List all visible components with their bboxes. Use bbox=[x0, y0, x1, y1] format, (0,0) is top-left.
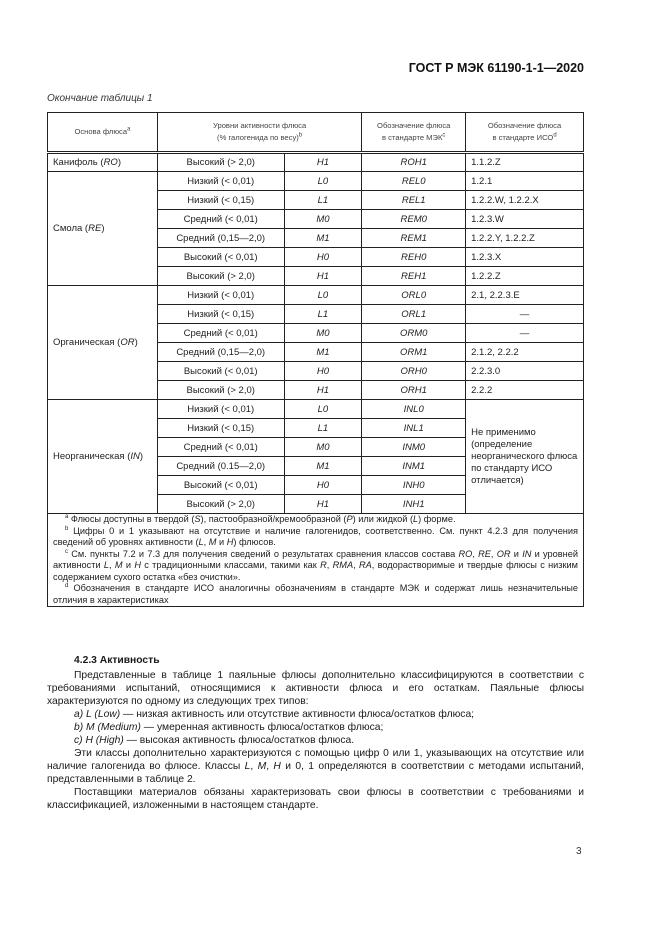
column-header-base: Основа флюса$^a$ bbox=[48, 113, 158, 153]
footnote-ref: c bbox=[442, 132, 446, 139]
iso-designation-cell: 1.1.2.Z bbox=[466, 153, 584, 172]
activity-level-cell: Низкий (< 0,15) bbox=[157, 419, 284, 438]
activity-code-cell: H0 bbox=[284, 248, 362, 267]
activity-code-cell: M1 bbox=[284, 457, 362, 476]
iso-designation-cell: 1.2.2.W, 1.2.2.X bbox=[466, 191, 584, 210]
list-item: c) H (High) — высокая активность флюса/остатков флюса. bbox=[74, 735, 355, 746]
iec-designation-cell: REL1 bbox=[362, 191, 466, 210]
footnote-ref: d bbox=[553, 132, 557, 139]
iec-designation-cell: REH0 bbox=[362, 248, 466, 267]
iso-designation-cell: 1.2.3.W bbox=[466, 210, 584, 229]
iec-designation-cell: INH0 bbox=[362, 476, 466, 495]
iec-designation-cell: INM0 bbox=[362, 438, 466, 457]
iec-designation-cell: ORH0 bbox=[362, 362, 466, 381]
footnote-b: $^b$ Цифры 0 и 1 указывают на отсутствие и наличие галогенидов, соответственно. См. пункт 4.2.3 для получения сведений об уровнях активности (L, M и H) флюсов. bbox=[53, 525, 578, 547]
iso-designation-cell: Не применимо (определение неорганического флюса по стандарту ИСО отличается) bbox=[466, 400, 584, 514]
footnote-a: $^a$ Флюсы доступны в твердой (S), пастообразной/кремообразной (P) или жидкой (L) форме. bbox=[65, 513, 456, 524]
activity-level-cell: Средний (0,15—2,0) bbox=[157, 343, 284, 362]
iso-designation-cell: 1.2.2.Y, 1.2.2.Z bbox=[466, 229, 584, 248]
iec-designation-cell: REH1 bbox=[362, 267, 466, 286]
paragraph: Эти классы дополнительно характеризуются с помощью цифр 0 или 1, указывающих на отсутствие или наличие галогенида во флюсе. Классы L, M, H и 0, 1 определяются в соответствии с методами испытаний, представленными в таблице 2. bbox=[47, 748, 584, 785]
iec-designation-cell: ORH1 bbox=[362, 381, 466, 400]
activity-level-cell: Низкий (< 0,15) bbox=[157, 305, 284, 324]
section-4-2-3 bbox=[47, 654, 584, 812]
activity-level-cell: Высокий (< 0,01) bbox=[157, 248, 284, 267]
footnote-ref: b bbox=[298, 132, 303, 139]
flux-base-cell: Неорганическая (IN) bbox=[48, 400, 158, 514]
activity-level-cell: Низкий (< 0,15) bbox=[157, 191, 284, 210]
activity-level-cell: Средний (0,15—2,0) bbox=[157, 229, 284, 248]
column-header-iec: Обозначение флюса в стандарте МЭК$^c$ bbox=[362, 113, 466, 153]
paragraph: Поставщики материалов обязаны характеризовать свои флюсы в соответствии с требованиями и классификацией, изложенными в настоящем стандарте. bbox=[47, 787, 584, 811]
flux-classification-table bbox=[47, 112, 584, 607]
iec-designation-cell: ORM1 bbox=[362, 343, 466, 362]
iso-designation-cell: — bbox=[466, 324, 584, 343]
paragraph: Представленные в таблице 1 паяльные флюсы дополнительно классифицируются в соответствии с требованиями испытаний, относящимися к активности флюса и его остаткам. Паяльные флюсы характеризуются по одному из следующих трех типов: bbox=[47, 670, 584, 707]
activity-code-cell: L0 bbox=[284, 172, 362, 191]
iec-designation-cell: ROH1 bbox=[362, 153, 466, 172]
iec-designation-cell: ORL0 bbox=[362, 286, 466, 305]
activity-level-cell: Высокий (< 0,01) bbox=[157, 476, 284, 495]
iso-designation-cell: 1.2.3.X bbox=[466, 248, 584, 267]
iso-designation-cell: 1.2.1 bbox=[466, 172, 584, 191]
activity-code-cell: M0 bbox=[284, 438, 362, 457]
iso-designation-cell: 2.2.2 bbox=[466, 381, 584, 400]
table-header-row bbox=[48, 113, 584, 153]
flux-base-cell: Смола (RE) bbox=[48, 172, 158, 286]
section-heading: 4.2.3 Активность bbox=[74, 655, 160, 666]
activity-code-cell: H1 bbox=[284, 267, 362, 286]
iec-designation-cell: REL0 bbox=[362, 172, 466, 191]
activity-code-cell: M1 bbox=[284, 343, 362, 362]
list-item: a) L (Low) — низкая активность или отсутствие активности флюса/остатков флюса; bbox=[74, 709, 475, 720]
footnote-c: $^c$ См. пункты 7.2 и 7.3 для получения сведений о результатах сравнения классов состава RO, RE, OR и IN и уровней активности L, M и H с традиционными классами, такими как R, RMA, RA, водорастворимые и твердые флюсы с низким содержанием сухого остатка «без очистки». bbox=[53, 548, 578, 582]
activity-level-cell: Средний (< 0,01) bbox=[157, 438, 284, 457]
activity-level-cell: Средний (< 0,01) bbox=[157, 210, 284, 229]
iec-designation-cell: REM1 bbox=[362, 229, 466, 248]
iso-designation-cell: 2.2.3.0 bbox=[466, 362, 584, 381]
flux-base-cell: Канифоль (RO) bbox=[48, 153, 158, 172]
activity-code-cell: H1 bbox=[284, 153, 362, 172]
document-id-header: ГОСТ Р МЭК 61190-1-1—2020 bbox=[408, 61, 584, 75]
activity-level-cell: Высокий (> 2,0) bbox=[157, 495, 284, 514]
activity-code-cell: M1 bbox=[284, 229, 362, 248]
activity-level-cell: Низкий (< 0,01) bbox=[157, 172, 284, 191]
footnotes-row bbox=[48, 514, 584, 607]
iec-designation-cell: ORL1 bbox=[362, 305, 466, 324]
table-footnotes bbox=[48, 514, 584, 607]
iec-designation-cell: INL1 bbox=[362, 419, 466, 438]
iec-designation-cell: INM1 bbox=[362, 457, 466, 476]
activity-level-cell: Средний (0.15—2,0) bbox=[157, 457, 284, 476]
list-item: b) M (Medium) — умеренная активность флюса/остатков флюса; bbox=[74, 722, 384, 733]
iso-designation-cell: — bbox=[466, 305, 584, 324]
activity-code-cell: L1 bbox=[284, 305, 362, 324]
activity-code-cell: L0 bbox=[284, 400, 362, 419]
page-number: 3 bbox=[576, 846, 582, 857]
iso-designation-cell: 2.1.2, 2.2.2 bbox=[466, 343, 584, 362]
flux-base-cell: Органическая (OR) bbox=[48, 286, 158, 400]
iec-designation-cell: ORM0 bbox=[362, 324, 466, 343]
iec-designation-cell: REM0 bbox=[362, 210, 466, 229]
table-row bbox=[48, 153, 584, 172]
iec-designation-cell: INL0 bbox=[362, 400, 466, 419]
footnote-d: $^d$ Обозначения в стандарте ИСО аналогичны обозначениям в стандарте МЭК и содержат лишь незначительные отличия в характеристиках bbox=[53, 582, 578, 605]
activity-level-cell: Низкий (< 0,01) bbox=[157, 400, 284, 419]
iso-designation-cell: 1.2.2.Z bbox=[466, 267, 584, 286]
activity-code-cell: H1 bbox=[284, 495, 362, 514]
iso-designation-cell: 2.1, 2.2.3.E bbox=[466, 286, 584, 305]
table-row bbox=[48, 172, 584, 191]
activity-level-cell: Высокий (< 0,01) bbox=[157, 362, 284, 381]
activity-level-cell: Средний (< 0,01) bbox=[157, 324, 284, 343]
activity-code-cell: H0 bbox=[284, 476, 362, 495]
activity-code-cell: L0 bbox=[284, 286, 362, 305]
activity-code-cell: M0 bbox=[284, 324, 362, 343]
table-row bbox=[48, 400, 584, 419]
activity-code-cell: M0 bbox=[284, 210, 362, 229]
column-header-levels: Уровни активности флюса (% галогенида по весу)$^b$ bbox=[157, 113, 361, 153]
column-header-iso: Обозначение флюса в стандарте ИСО$^d$ bbox=[466, 113, 584, 153]
table-caption: Окончание таблицы 1 bbox=[47, 93, 153, 104]
activity-code-cell: H1 bbox=[284, 381, 362, 400]
footnote-ref: a bbox=[127, 126, 131, 133]
table-row bbox=[48, 286, 584, 305]
activity-level-cell: Высокий (> 2,0) bbox=[157, 381, 284, 400]
activity-code-cell: H0 bbox=[284, 362, 362, 381]
activity-code-cell: L1 bbox=[284, 191, 362, 210]
iec-designation-cell: INH1 bbox=[362, 495, 466, 514]
activity-level-cell: Высокий (> 2,0) bbox=[157, 267, 284, 286]
activity-level-cell: Низкий (< 0,01) bbox=[157, 286, 284, 305]
activity-level-cell: Высокий (> 2,0) bbox=[157, 153, 284, 172]
activity-code-cell: L1 bbox=[284, 419, 362, 438]
